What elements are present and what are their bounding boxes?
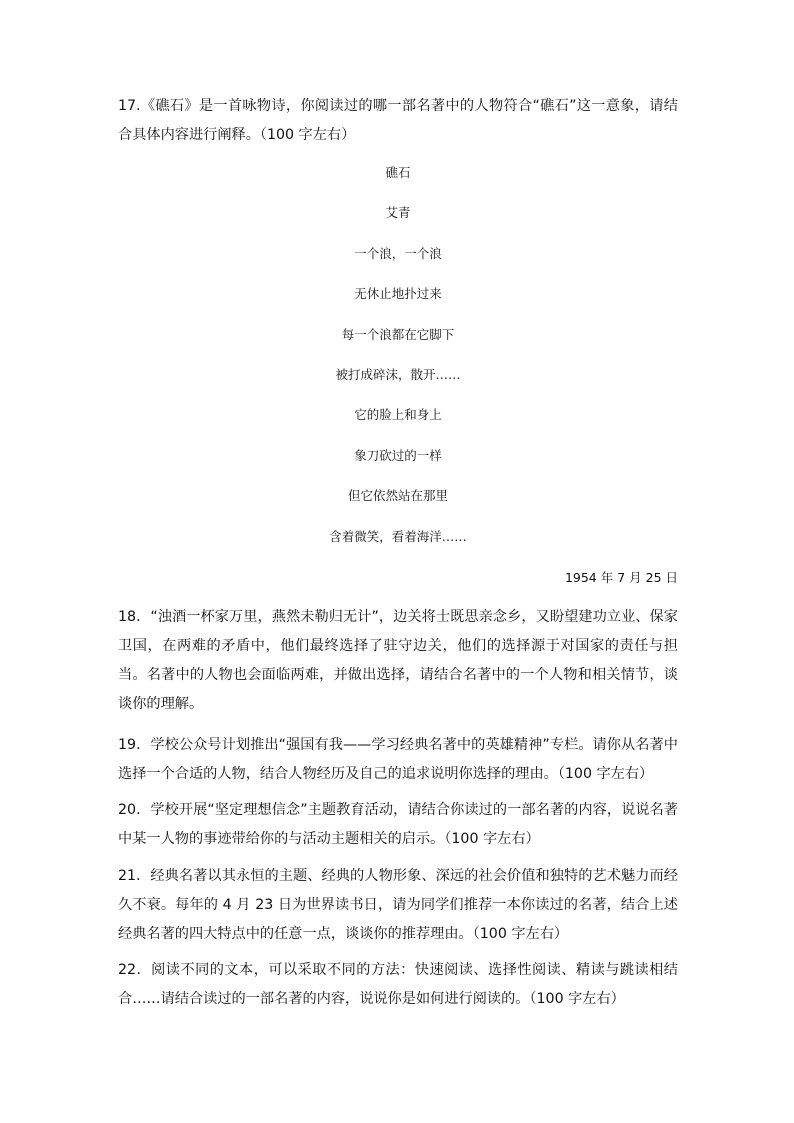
poem-title: 礁石	[385, 165, 411, 180]
poem-date: 1954 年 7 月 25 日	[564, 570, 678, 585]
poem-line-5: 它的脸上和身上	[354, 407, 442, 422]
poem-line-8: 含着微笑，看着海洋……	[329, 529, 467, 544]
poem-line-1: 一个浪，一个浪	[354, 246, 442, 261]
question-18: 18．“浊酒一杯家万里，燕然未勒归无计”，边关将士既思亲念乡，又盼望建功立业、保家卫国，在两难的矛盾中，他们最终选择了驻守边关，他们的选择源于对国家的责任与担当。名著中的人物也会面临两难，并做出选择，请结合名著中的一个人物和相关情节，谈谈你的理解。	[118, 609, 678, 712]
question-22: 22．阅读不同的文本，可以采取不同的方法：快速阅读、选择性阅读、精读与跳读相结合……请结合读过的一部名著的内容，说说你是如何进行阅读的。（100 字左右）	[118, 962, 678, 1007]
question-17: 17.《礁石》是一首咏物诗，你阅读过的哪一部名著中的人物符合“礁石”这一意象，请结合具体内容进行阐释。（100 字左右）	[118, 98, 678, 143]
poem-line-2: 无休止地扑过来	[354, 286, 442, 301]
poem-line-7: 但它依然站在那里	[347, 488, 448, 503]
question-21: 21．经典名著以其永恒的主题、经典的人物形象、深远的社会价值和独特的艺术魅力而经久不衰。每年的 4 月 23 日为世界读书日，请为同学们推荐一本你读过的名著，结合上述经典名著的四大特点中的任意一点，谈谈你的推荐理由。（100 字左右）	[118, 868, 678, 942]
question-20: 20．学校开展“坚定理想信念”主题教育活动，请结合你读过的一部名著的内容，说说名著中某一人物的事迹带给你的与活动主题相关的启示。（100 字左右）	[118, 802, 678, 847]
question-19: 19．学校公众号计划推出“强国有我——学习经典名著中的英雄精神”专栏。请你从名著中选择一个合适的人物，结合人物经历及自己的追求说明你选择的理由。（100 字左右）	[118, 737, 678, 782]
poem-line-4: 被打成碎沫，散开……	[335, 367, 461, 382]
poem-line-3: 每一个浪都在它脚下	[341, 327, 455, 342]
poem-line-6: 象刀砍过的一样	[354, 448, 442, 463]
poem-author: 艾青	[385, 205, 411, 220]
